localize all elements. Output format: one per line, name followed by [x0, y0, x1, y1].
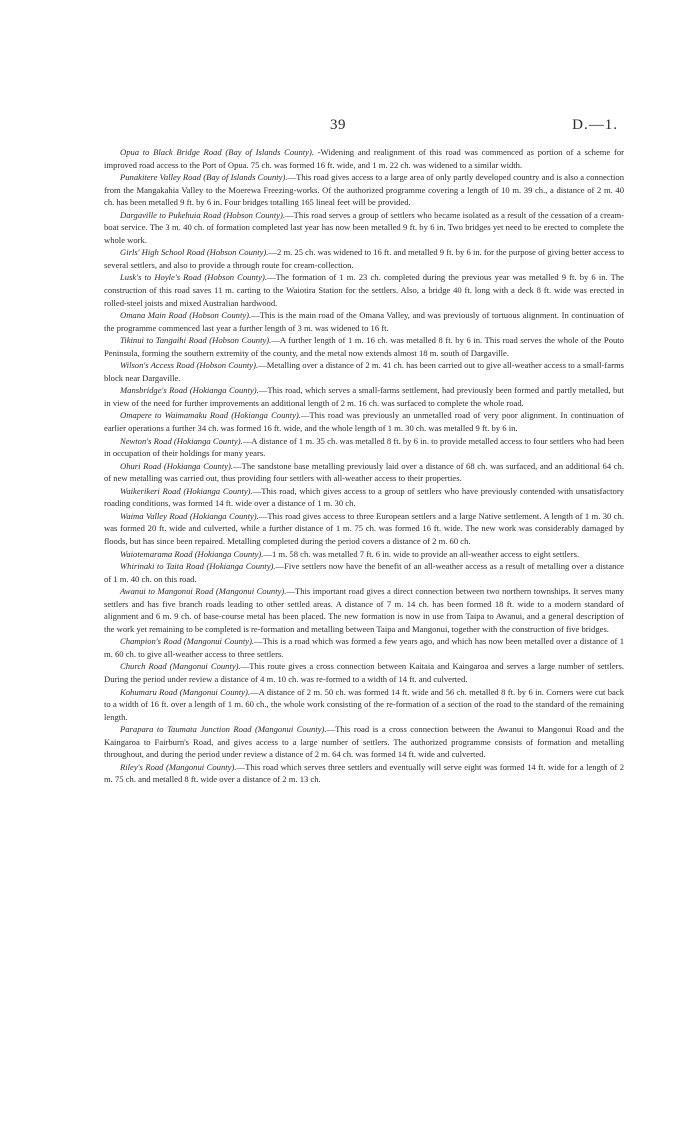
road-title: Omana Main Road (Hobson County).: [120, 310, 252, 321]
road-title: Lusk's to Hoyle's Road (Hobson County).: [120, 272, 267, 283]
paragraph-girls-high-school: [104, 246, 624, 271]
road-title: Parapara to Taumata Junction Road (Mangonui County).: [120, 724, 327, 735]
road-title: Newton's Road (Hokianga County).: [120, 435, 243, 446]
page-header: [0, 117, 700, 137]
paragraph-text: —Metalling over a distance of 2 m. 41 ch. has been carried out to give all-weather access to a small-farms block near Dargaville.: [104, 360, 624, 383]
paragraph-kohumaru: [104, 686, 624, 724]
paragraph-text: —This road gives access to a large area of only partly developed country and is also a connection from the Mangakahia Valley to the Moerewa Freezing-works. Of the authorized programme covering a length of 10 m. 39 ch., a distance of 2 m. 40 ch. has been metalled 9 ft. by 6 in. Four bridges totalling 165 lineal feet will be provided.: [104, 172, 625, 208]
paragraph-text: -Widening and realignment of this road was commenced as portion of a scheme for improved road access to the Port of Opua. 75 ch. was formed 16 ft. wide, and 1 m. 22 ch. was widened to a similar width.: [104, 147, 624, 170]
paragraph-mansbridges: [104, 384, 624, 409]
paragraph-text: —The sandstone base metalling previously laid over a distance of 68 ch. was surfaced, and an additional 64 ch. of new metalling was carried out, thus providing four settlers with all-weather access to their properties.: [104, 460, 624, 484]
paragraph-newtons: [104, 435, 624, 460]
paragraph-text: —This road is a cross connection between the Awanui to Mangonui Road and the Kaingaroa to Fairburn's Road, and gives access to a large number of settlers. The authorized programme consists of formation and metalling throughout, and during the period under review a distance of 2 m. 64 ch. was formed 14 ft. wide and culverted.: [104, 724, 624, 760]
document-reference: D.—1.: [572, 117, 618, 133]
paragraph-rileys: [104, 761, 624, 786]
paragraph-text: —1 m. 58 ch. was metalled 7 ft. 6 in. wide to provide an all-weather access to eight settlers.: [263, 548, 580, 559]
paragraph-text: —This road serves a group of settlers who became isolated as a result of the cessation of a cream-boat service. The 3 m. 40 ch. of formation completed last year has now been metalled 9 ft. by 6 in. Two bridges yet need to be erected to complete the whole work.: [104, 209, 624, 245]
paragraph-ohuri: [104, 460, 624, 485]
paragraph-text: —A further length of 1 m. 16 ch. was metalled 8 ft. by 6 in. This road serves the whole of the Pouto Peninsula, forming the southern extremity of the county, and the metal now extends almost 18 m. south of Dargaville.: [104, 335, 624, 358]
paragraph-punakitere-valley: [104, 171, 624, 209]
road-title: Ohuri Road (Hokianga County).: [120, 460, 234, 471]
paragraph-omana-main: [104, 309, 624, 334]
road-title: Girls' High School Road (Hobson County).: [120, 247, 269, 258]
paragraph-text: —A distance of 2 m. 50 ch. was formed 14 ft. wide and 56 ch. metalled 8 ft. by 6 in. Corners were cut back to a width of 16 ft. over a length of 1 m. 60 ch., the whole work consisting of the re-formation of a section of the road to the standard of the remaining length.: [104, 686, 624, 722]
paragraph-omapere-waimamaku: [104, 409, 624, 434]
paragraph-text: —This road, which serves a small-farms settlement, had previously been formed and partly metalled, but in view of the need for further improvements an additional length of 2 m. 16 ch. was surfaced to complete the whole road.: [104, 385, 624, 408]
paragraph-waikerikeri: [104, 485, 624, 510]
road-title: Opua to Black Bridge Road (Bay of Islands County).: [120, 147, 314, 157]
road-title: Tikinui to Tangaihi Road (Hobson County).: [120, 335, 272, 346]
paragraph-text: —2 m. 25 ch. was widened to 16 ft. and metalled 9 ft. by 6 in. for the purpose of giving better access to several settlers, and also to provide a through route for cream-collection.: [104, 247, 625, 270]
paragraph-whirinaki-taita: [104, 560, 624, 585]
paragraph-text: —This route gives a cross connection between Kaitaia and Kaingaroa and serves a large number of settlers. During the period under review a distance of 4 m. 10 ch. was re-formed to a width of 14 ft. and culverted.: [104, 661, 624, 684]
document-body: [104, 146, 624, 786]
paragraph-text: —This road was previously an unmetalled road of very poor alignment. In continuation of earlier operations a further 34 ch. was formed 16 ft. wide, and the whole length of 1 m. 30 ch. was metalled 9 ft. by 6 in.: [104, 410, 624, 434]
paragraph-text: —This road which serves three settlers and eventually will serve eight was formed 14 ft. wide for a length of 2 m. 75 ch. and metalled 8 ft. wide over a distance of 2 m. 13 ch.: [104, 761, 624, 785]
paragraph-text: —The formation of 1 m. 23 ch. completed during the previous year was metalled 9 ft. by 6 in. The construction of this road saves 11 m. carting to the Waiotira Station for the settlers. Also, a bridge 40 ft. long with a deck 8 ft. wide was erected in rolled-steel joists and mixed Australian hardwood.: [104, 272, 624, 308]
road-title: Mansbridge's Road (Hokianga County).: [120, 385, 259, 396]
paragraph-text: —This is the main road of the Omana Valley, and was previously of tortuous alignment. In continuation of the programme commenced last year a further length of 3 m. was widened to 16 ft.: [104, 310, 624, 333]
road-title: Whirinaki to Taita Road (Hokianga County).: [120, 561, 276, 572]
paragraph-waiotemarama: [104, 548, 624, 561]
road-title: Wilson's Access Road (Hobson County).: [120, 360, 259, 371]
paragraph-text: —This important road gives a direct connection between two northern townships. It serves many settlers and has five branch roads leading to other settled areas. A distance of 7 m. 14 ch. has been formed 18 ft. wide to a modern standard of alignment and 6 m. 9 ch. of base-course metal has been placed. The new formation is now in use from Taipa to Awanui, and a general description of the work yet remaining to be completed is re-formation and metalling between Taipa and Mangonui, together with the construction of five bridges.: [104, 586, 624, 634]
road-title: Waikerikeri Road (Hokianga County).: [120, 485, 253, 496]
road-title: Punakitere Valley Road (Bay of Islands County).: [120, 172, 288, 183]
paragraph-text: —A distance of 1 m. 35 ch. was metalled 8 ft. by 6 in. to provide metalled access to four settlers who had been in occupation of their holdings for many years.: [104, 435, 624, 459]
road-title: Church Road (Mangonui County).: [120, 661, 241, 672]
road-title: Riley's Road (Mangonui County).: [120, 761, 237, 772]
road-title: Kohumaru Road (Mangonui County).: [120, 686, 251, 697]
paragraph-lusks-hoyles: [104, 271, 624, 309]
paragraph-text: —This is a road which was formed a few years ago, and which has now been metalled over a distance of 1 m. 60 ch. to give all-weather access to three settlers.: [104, 636, 625, 659]
paragraph-champions: [104, 635, 624, 660]
road-title: Champion's Road (Mangonui County).: [120, 636, 255, 647]
page-number: 39: [330, 117, 346, 133]
paragraph-text: —This road gives access to three European settlers and a large Native settlement. A length of 1 m. 30 ch. was formed 20 ft. wide and culverted, while a further distance of 1 m. 75 ch. was formed 16 ft. wide. The new work was considerably damaged by floods, but has since been repaired. Metalling completed during the period covers a distance of 2 m. 60 ch.: [104, 510, 624, 546]
paragraph-wilsons-access: [104, 359, 624, 384]
paragraph-opua-black-bridge: [104, 146, 624, 171]
road-title: Omapere to Waimamaku Road (Hokianga County).: [120, 410, 301, 421]
paragraph-church: [104, 660, 624, 685]
paragraph-dargaville-pukehuia: [104, 209, 624, 247]
paragraph-tikinui-tangaihi: [104, 334, 624, 359]
paragraph-parapara-taumata: [104, 723, 624, 761]
road-title: Dargaville to Pukehuia Road (Hobson County).: [120, 209, 286, 220]
road-title: Waiotemarama Road (Hokianga County).: [120, 548, 264, 559]
paragraph-text: —This road, which gives access to a group of settlers who have previously contended with unsatisfactory roading conditions, was formed 14 ft. wide over a distance of 1 m. 30 ch.: [104, 485, 624, 509]
road-title: Waima Valley Road (Hokianga County).: [120, 510, 259, 521]
road-title: Awanui to Mangonui Road (Mangonui County).: [120, 586, 287, 597]
paragraph-awanui-mangonui: [104, 585, 624, 635]
paragraph-waima-valley: [104, 510, 624, 548]
paragraph-text: —Five settlers now have the benefit of an all-weather access as a result of metalling over a distance of 1 m. 40 ch. on this road.: [104, 561, 624, 584]
